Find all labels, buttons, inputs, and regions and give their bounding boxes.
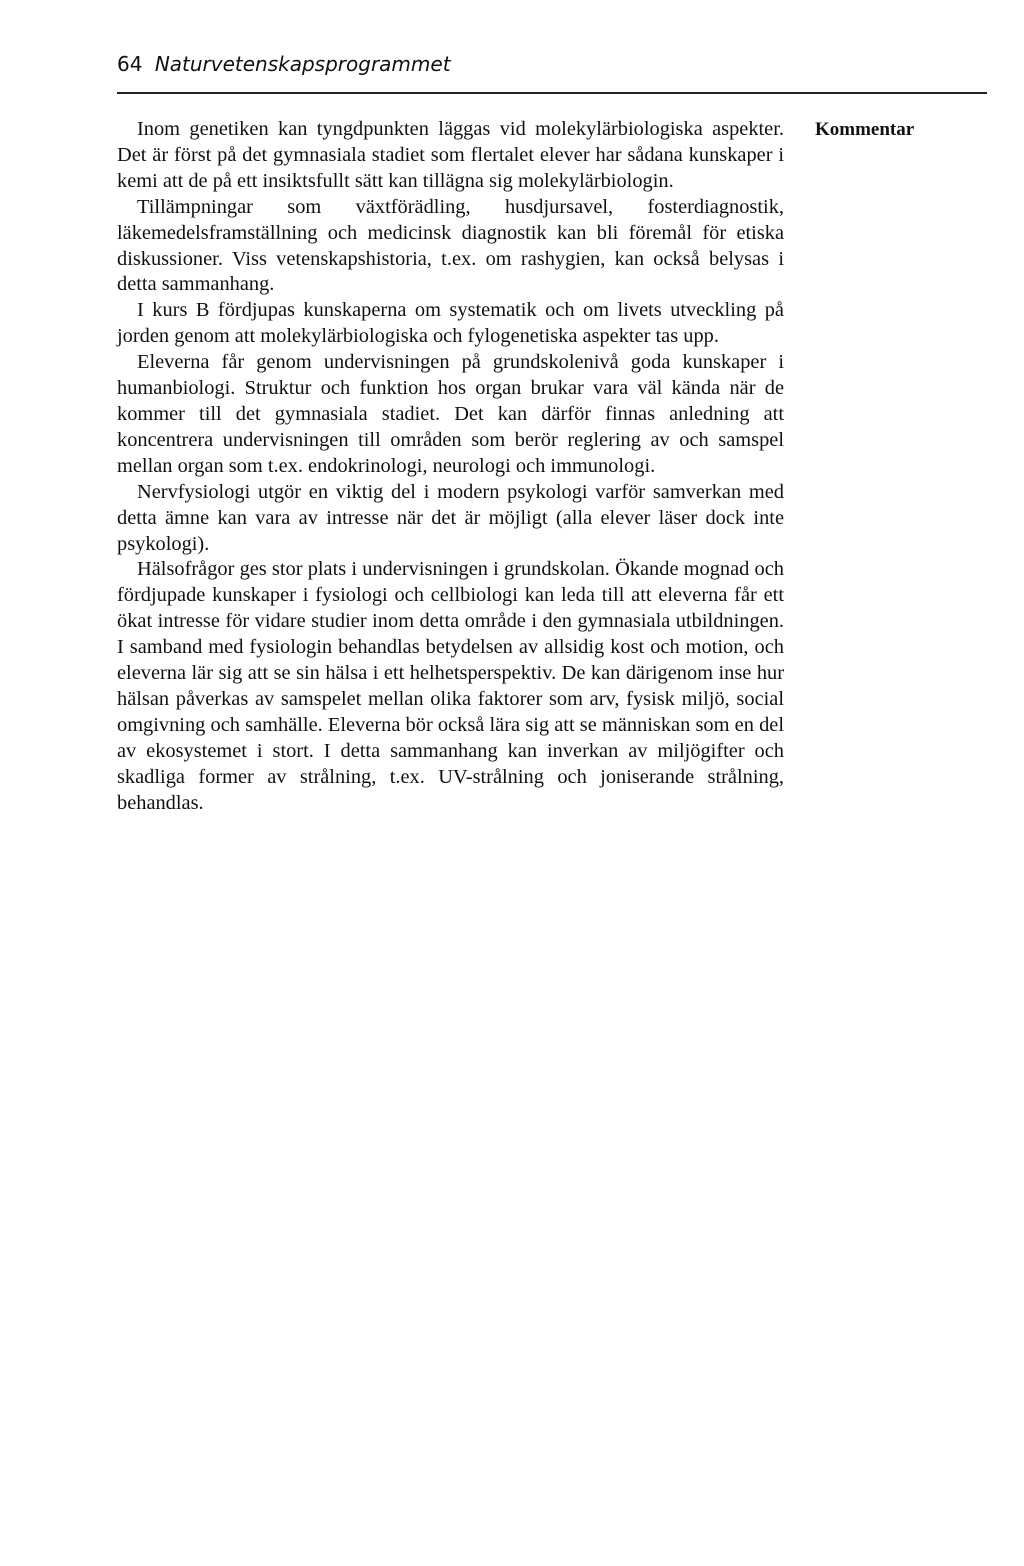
page-header <box>117 50 987 78</box>
paragraph: Inom genetiken kan tyngdpunkten läggas vid molekylärbiologiska aspekter. Det är först på det gymnasiala stadiet som flertalet elever har sådana kunskaper i kemi att de på ett insiktsfullt sätt kan tillägna sig molekylärbiologin. <box>117 118 784 192</box>
header-divider <box>117 92 987 94</box>
paragraph: I kurs B fördjupas kunskaperna om systematik och om livets utveckling på jorden genom att molekylärbiologiska och fylogenetiska aspekter tas upp. <box>117 299 784 348</box>
paragraph: Hälsofrågor ges stor plats i undervisningen i grundskolan. Ökande mognad och fördjupade kunskaper i fysiologi och cellbiologi kan leda till att eleverna får ett ökat intresse för vidare studier inom detta område i den gymnasiala utbildningen. I samband med fysiologin behandlas betydelsen av allsidig kost och motion, och eleverna lär sig att se sin hälsa i ett helhetsperspektiv. De kan därigenom inse hur hälsan påverkas av samspelet mellan olika faktorer som arv, fysisk miljö, social omgivning och samhälle. Eleverna bör också lära sig att se människan som en del av ekosystemet i stort. I detta sammanhang kan inverkan av miljögifter och skadliga former av strålning, t.ex. UV-strålning och joniserande strålning, behandlas. <box>117 558 784 814</box>
paragraph: Nervfysiologi utgör en viktig del i modern psykologi varför samverkan med detta ämne kan vara av intresse när det är möjligt (alla elever läser dock inte psykologi). <box>117 480 784 555</box>
paragraph: Eleverna får genom undervisningen på grundskolenivå goda kunskaper i humanbiologi. Struktur och funktion hos organ brukar vara väl kända när de kommer till det gymnasiala stadiet. Det kan därför finnas anledning att koncentrera undervisningen till områden som berör reglering av och samspel mellan organ som t.ex. endokrinologi, neurologi och immunologi. <box>117 351 784 477</box>
paragraph: Tillämpningar som växtförädling, husdjursavel, fosterdiagnostik, läkemedelsframställning och medicinsk diagnostik kan bli föremål för etiska diskussioner. Viss vetenskapshistoria, t.ex. om rashygien, kan också belysas i detta sammanhang. <box>117 195 784 296</box>
running-title: Naturvetenskapsprogrammet <box>154 52 451 76</box>
main-text <box>117 117 784 816</box>
margin-label-kommentar: Kommentar <box>815 119 915 140</box>
page-number: 64 <box>117 52 143 76</box>
